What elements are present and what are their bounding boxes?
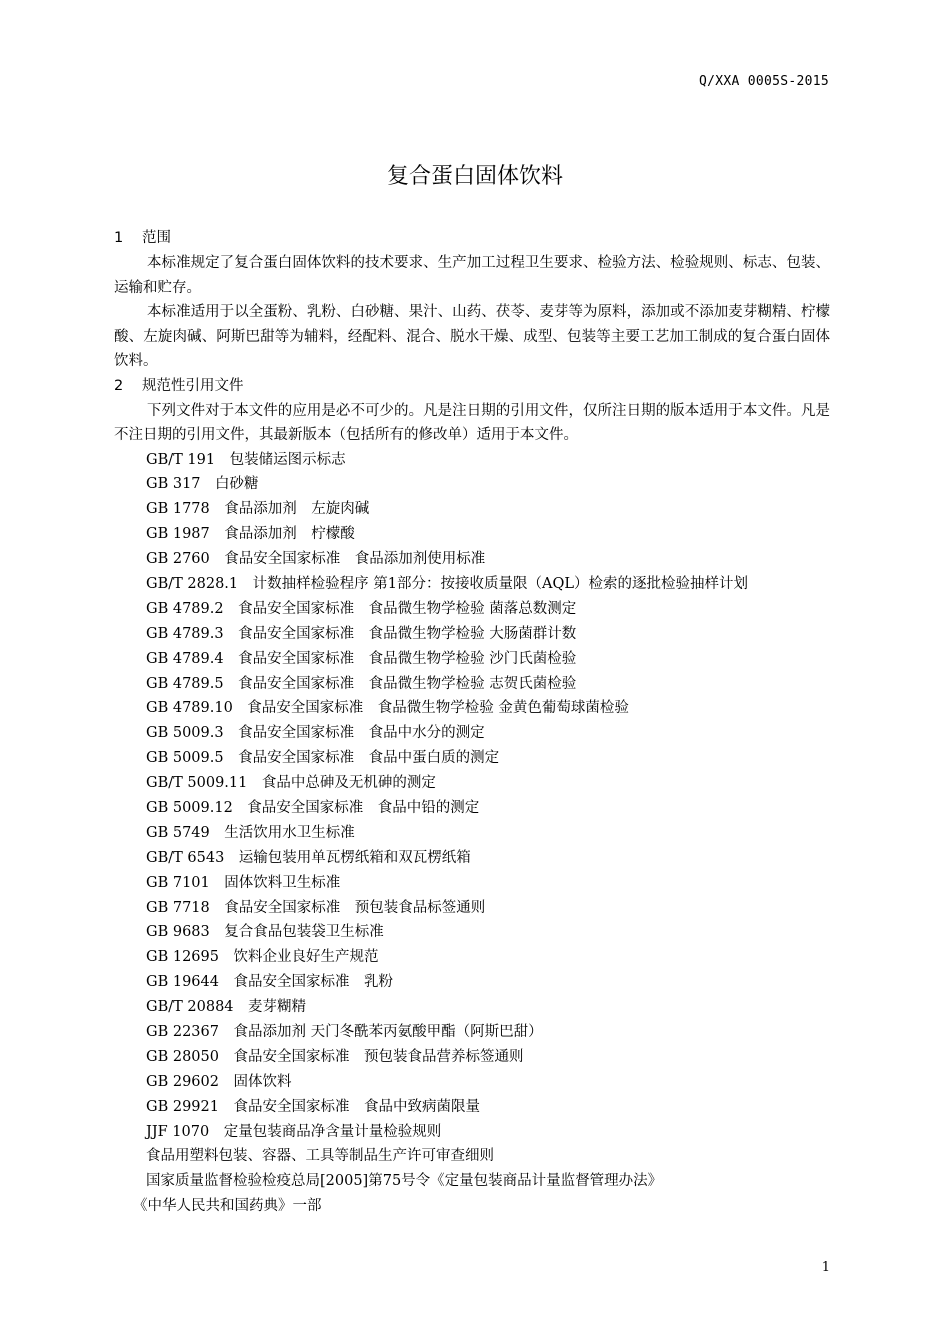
- reference-item: GB 5009.12 食品安全国家标准 食品中铅的测定: [146, 799, 480, 816]
- document-body: [114, 226, 830, 1219]
- document-title: 复合蛋白固体饮料: [386, 164, 563, 189]
- reference-item: GB 1778 食品添加剂 左旋肉碱: [146, 501, 370, 518]
- reference-item: GB 4789.10 食品安全国家标准 食品微生物学检验 金黄色葡萄球菌检验: [146, 700, 629, 717]
- reference-item: GB 19644 食品安全国家标准 乳粉: [146, 974, 393, 991]
- reference-item: GB/T 2828.1 计数抽样检验程序 第1部分：按接收质量限（AQL）检索的逐批检验抽样计划: [146, 575, 748, 592]
- scope-paragraph: 本标准适用于以全蛋粉、乳粉、白砂糖、果汁、山药、茯苓、麦芽等为原料，添加或不添加麦芽糊精、柠檬酸、左旋肉碱、阿斯巴甜等为辅料，经配料、混合、脱水干燥、成型、包装等主要工艺加工制成的复合蛋白固体饮料。: [114, 304, 830, 369]
- reference-item: GB 5749 生活饮用水卫生标准: [146, 824, 355, 841]
- section-heading-references: [114, 374, 830, 399]
- scope-paragraph: 本标准规定了复合蛋白固体饮料的技术要求、生产加工过程卫生要求、检验方法、检验规则、标志、包装、运输和贮存。: [114, 255, 830, 296]
- reference-item: GB 9683 复合食品包装袋卫生标准: [146, 924, 384, 941]
- section-number: 2: [114, 377, 124, 394]
- reference-item: GB 29602 固体饮料: [146, 1073, 292, 1090]
- reference-item: 食品用塑料包装、容器、工具等制品生产许可审查细则: [146, 1148, 494, 1165]
- reference-item: GB 7101 固体饮料卫生标准: [146, 874, 341, 891]
- reference-item: GB 1987 食品添加剂 柠檬酸: [146, 526, 355, 543]
- reference-item: GB 5009.5 食品安全国家标准 食品中蛋白质的测定: [146, 750, 500, 767]
- section-number: 1: [114, 230, 124, 246]
- section-title: 范围: [142, 230, 171, 246]
- reference-item: GB 317 白砂糖: [146, 476, 259, 493]
- references-intro-paragraph: 下列文件对于本文件的应用是必不可少的。凡是注日期的引用文件，仅所注日期的版本适用于本文件。凡是不注日期的引用文件，其最新版本（包括所有的修改单）适用于本文件。: [114, 402, 830, 443]
- reference-item: GB/T 6543 运输包装用单瓦楞纸箱和双瓦楞纸箱: [146, 849, 471, 866]
- reference-item: GB 28050 食品安全国家标准 预包装食品营养标签通则: [146, 1048, 524, 1065]
- reference-item: JJF 1070 定量包装商品净含量计量检验规则: [146, 1123, 442, 1140]
- reference-item: GB/T 5009.11 食品中总砷及无机砷的测定: [146, 775, 436, 792]
- reference-item: GB 7718 食品安全国家标准 预包装食品标签通则: [146, 899, 486, 916]
- reference-item: GB 22367 食品添加剂 天门冬酰苯丙氨酸甲酯（阿斯巴甜）: [146, 1023, 543, 1040]
- reference-item: GB 5009.3 食品安全国家标准 食品中水分的测定: [146, 725, 485, 742]
- reference-item: GB/T 20884 麦芽糊精: [146, 999, 307, 1016]
- reference-item: GB 12695 饮料企业良好生产规范: [146, 949, 379, 966]
- reference-item: GB 4789.3 食品安全国家标准 食品微生物学检验 大肠菌群计数: [146, 625, 577, 642]
- reference-item: GB 2760 食品安全国家标准 食品添加剂使用标准: [146, 551, 486, 568]
- reference-item: 国家质量监督检验检疫总局[2005]第75号令《定量包装商品计量监督管理办法》: [146, 1173, 663, 1190]
- reference-item: GB 4789.2 食品安全国家标准 食品微生物学检验 菌落总数测定: [146, 600, 577, 617]
- reference-item: GB/T 191 包装储运图示标志: [146, 451, 346, 468]
- reference-item: GB 4789.5 食品安全国家标准 食品微生物学检验 志贺氏菌检验: [146, 675, 577, 692]
- reference-item: GB 29921 食品安全国家标准 食品中致病菌限量: [146, 1098, 480, 1115]
- section-title: 规范性引用文件: [142, 377, 244, 394]
- reference-item: GB 4789.4 食品安全国家标准 食品微生物学检验 沙门氏菌检验: [146, 650, 577, 667]
- reference-list: [114, 448, 830, 1220]
- page-number: 1: [821, 1260, 830, 1275]
- reference-item: 《中华人民共和国药典》一部: [133, 1198, 322, 1215]
- section-heading-scope: [114, 226, 830, 251]
- standard-code: Q/XXA 0005S-2015: [698, 74, 829, 89]
